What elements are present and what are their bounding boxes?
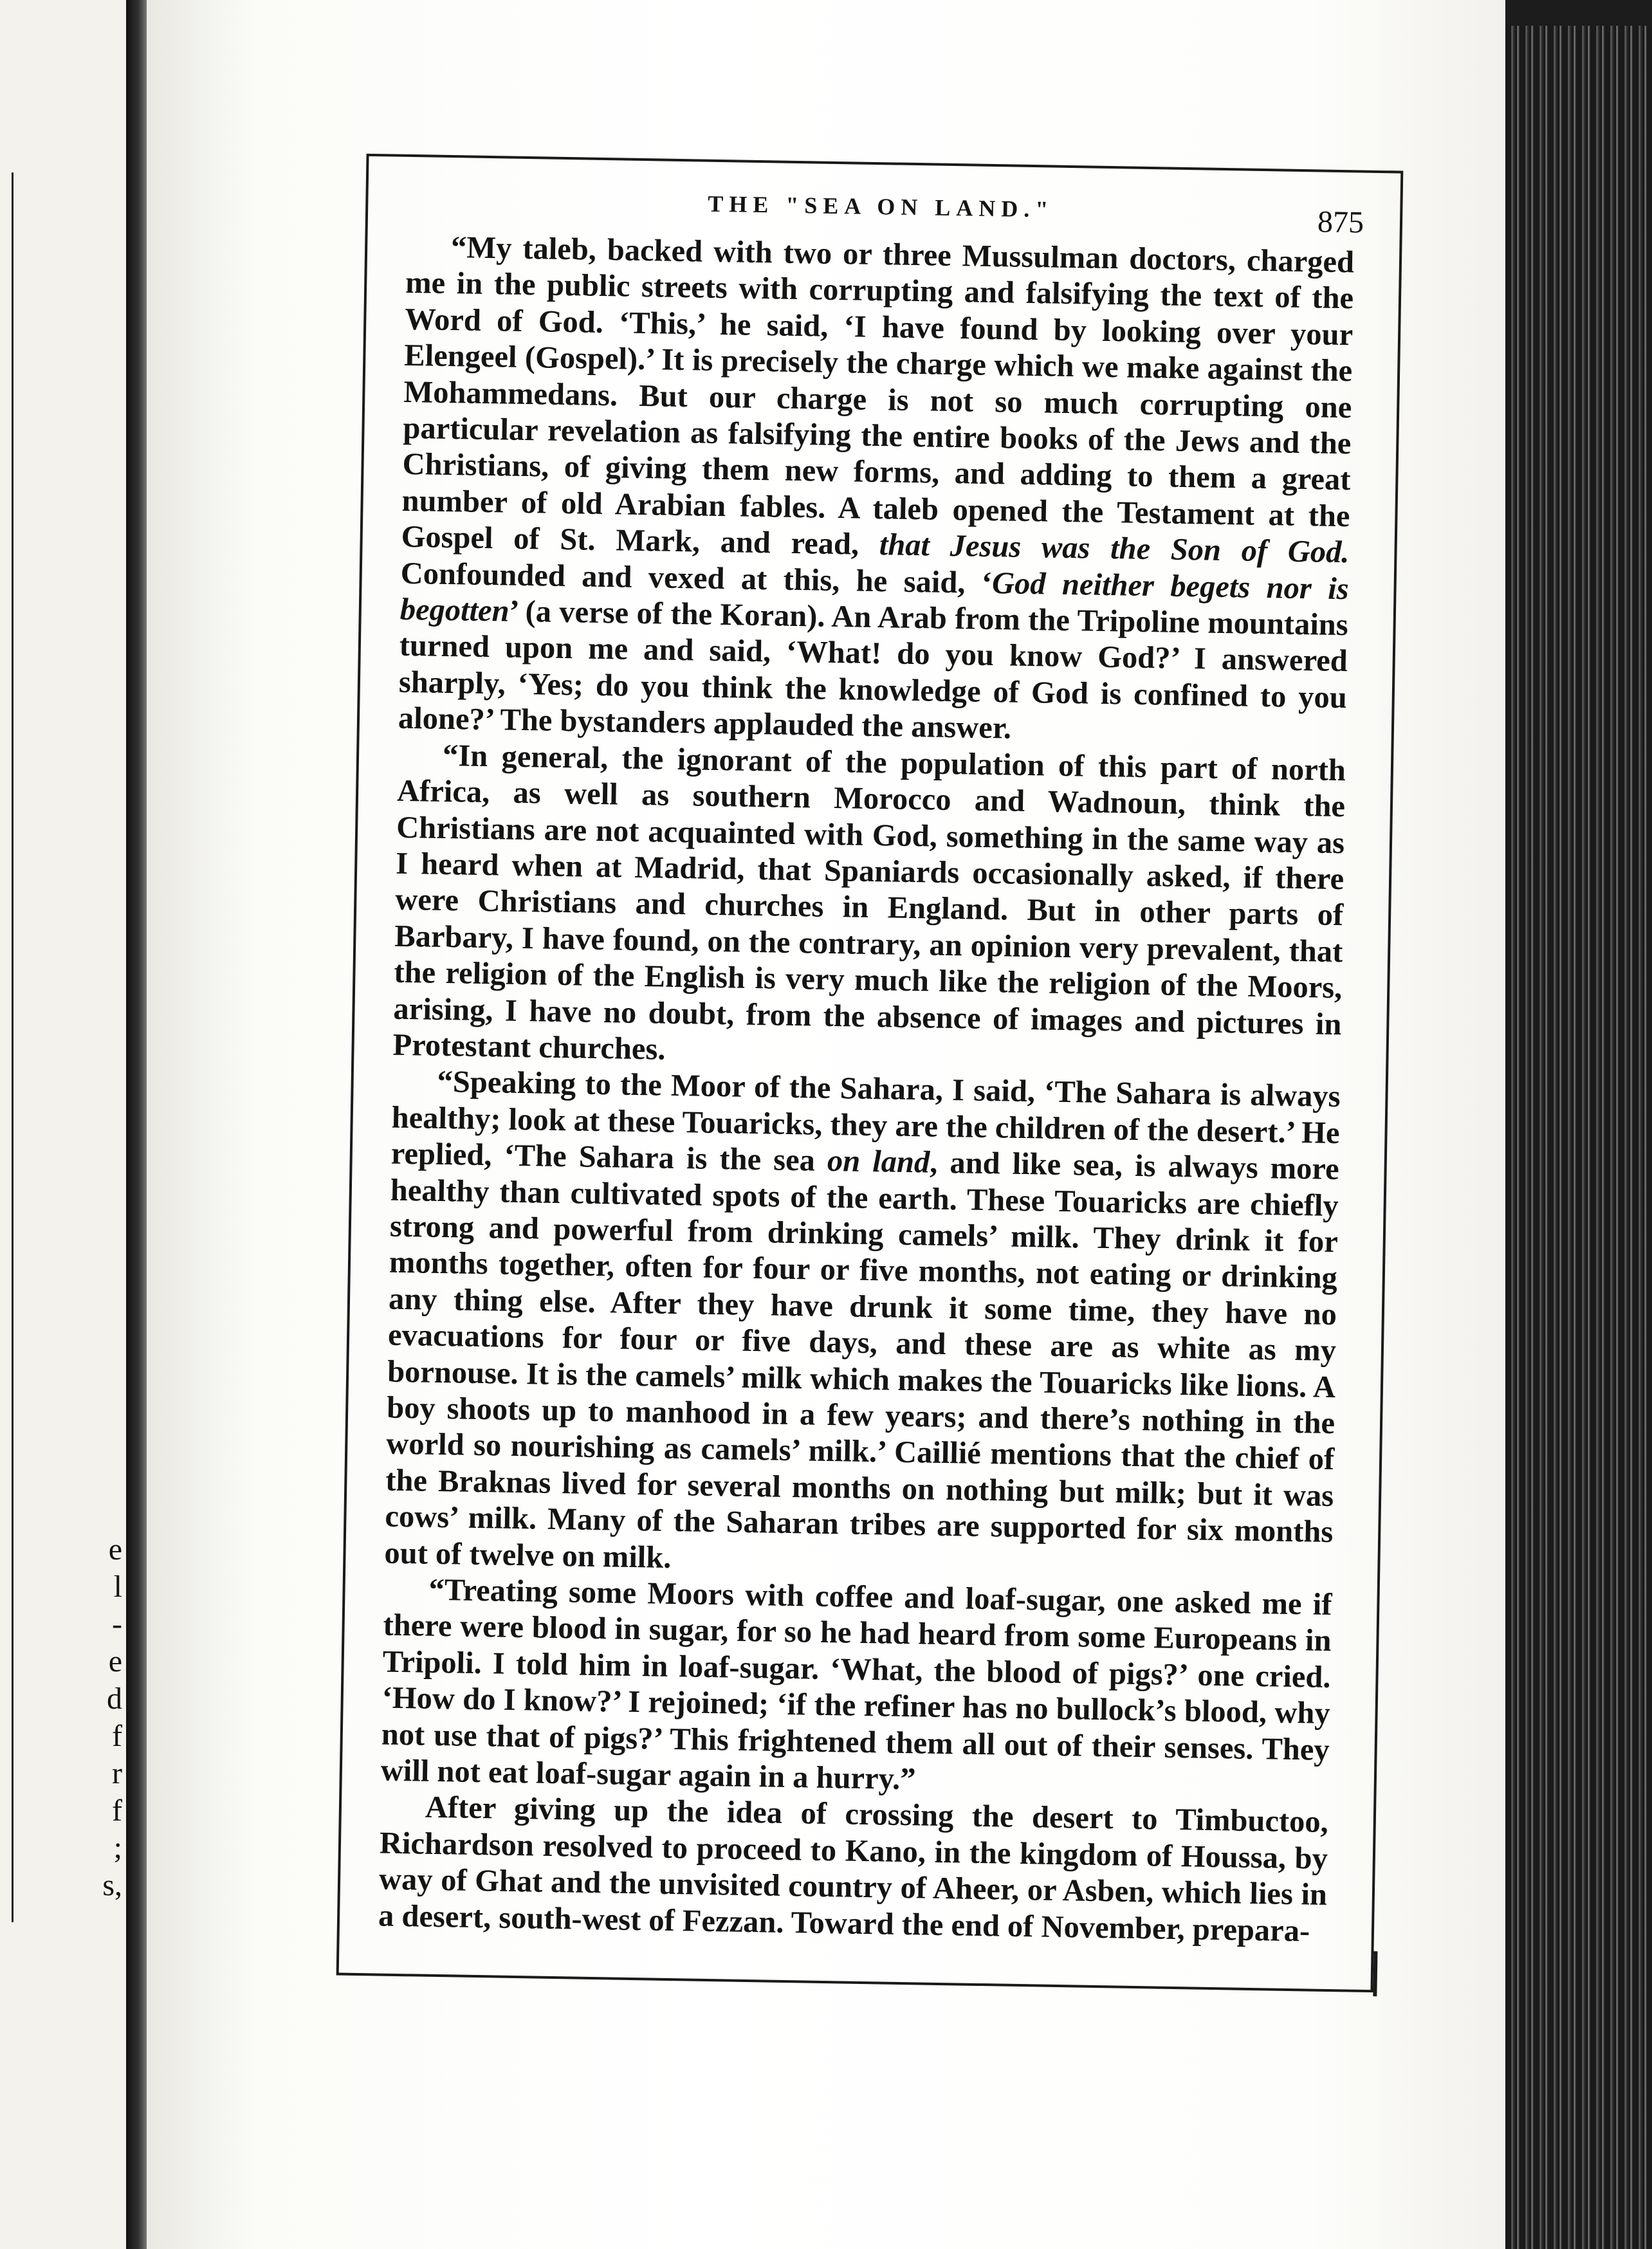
book-gutter — [126, 0, 147, 2249]
text-run: Confounded and vexed at this, he said, ‘ — [400, 556, 993, 600]
left-page-frame-edge — [0, 172, 14, 1922]
page-number: 875 — [1317, 205, 1364, 240]
left-fragment: f — [112, 1794, 122, 1828]
left-fragment: d — [107, 1682, 122, 1716]
left-fragment: - — [112, 1607, 122, 1641]
paragraph-taleb — [398, 229, 1355, 753]
text-run: “My taleb, backed with two or three Mussulman doctors, charged me in the public streets with corrupting and falsifying the text of the Word of God. ‘This,’ he said, ‘I have found by looking over your Elengeel (Gospel).’ It is precisely the charge which we make against the Mohammedans. But our charge is not so much corrupting one particular revelation as falsifying the entire books of the Jews and the Christians, of giving them new forms, and adding to them a great number of old Arabian fables. A taleb opened the Testament at the Gospel of St. Mark, and read, — [401, 230, 1355, 562]
left-fragment: l — [113, 1570, 122, 1604]
left-page-cut-off-text — [96, 1531, 122, 1904]
left-fragment: ; — [113, 1831, 122, 1865]
text-run: “Treating some Moors with coffee and loaf-sugar, one asked me if there were blood in sugar, for so he had heard from some Europeans in Tripoli. I told him in loaf-sugar. ‘What, the blood of pigs?’ one cried. ‘How do I know?’ I rejoined; ‘if the refiner has no bullock’s blood, why not use that of pigs?’ This frightened them all out of their senses. They will not eat loaf-sugar again in a hurry.” — [380, 1572, 1332, 1797]
left-fragment: e — [108, 1532, 122, 1566]
text-run: “Speaking to the Moor of the Sahara, I said, ‘The Sahara is always healthy; look at these Touaricks, they are the children of the desert.’ He replied, ‘The Sahara is the sea — [390, 1065, 1341, 1179]
left-facing-page — [0, 0, 126, 2249]
paragraph-richardson — [378, 1789, 1329, 1950]
italic-run: that Jesus was the Son of God. — [879, 528, 1350, 570]
left-fragment: s, — [102, 1868, 122, 1902]
page-text-frame — [336, 154, 1404, 1992]
italic-run: God neither begets nor is begotten — [399, 565, 1350, 629]
text-run: After giving up the idea of crossing the desert to Timbuctoo, Richardson resolved to proceed to Kano, in the kingdom of Houssa, by way of Ghat and the unvisited country of Aheer, or Asben, which lies in a desert, south-west of Fezzan. Toward the end of November, prepara- — [378, 1790, 1329, 1949]
text-run: ’ (a verse of the Koran). An Arab from the Tripoline mountains turned upon me and said, ‘What! do you know God?’ I answered sharply, ‘Yes; do you think the knowledge of God is confined to you alone?’ The bystanders applauded the answer. — [398, 594, 1349, 746]
paragraph-general — [392, 737, 1346, 1079]
text-run: , and like sea, is always more healthy than cultivated spots of the earth. These Touaricks are chiefly strong and powerful from drinking camels’ milk. They drink it for months together, often for four or five months, not eating or drinking any thing else. After they have drunk it some time, they have no evacuations for four or five days, and these are as white as my bornouse. It is the camels’ milk which makes the Touaricks like lions. A boy shoots up to manhood in a few years; and there’s nothing in the world so nourishing as camels’ milk.’ Caillié mentions that the chief of the Braknas lived for several months on nothing but milk; but it was cows’ milk. Many of the Saharan tribes are supported for six months out of twelve on milk. — [384, 1145, 1340, 1575]
page-content — [378, 175, 1364, 1950]
right-page — [147, 0, 1517, 2249]
italic-run: on land — [827, 1144, 930, 1180]
left-fragment: f — [112, 1719, 122, 1753]
body-text — [378, 229, 1355, 1950]
book-page-edges — [1505, 26, 1652, 2249]
header-title: THE "SEA ON LAND." — [708, 190, 1054, 223]
left-fragment: r — [112, 1756, 122, 1790]
paragraph-sahara — [384, 1063, 1341, 1587]
left-fragment: e — [108, 1644, 122, 1678]
paragraph-loaf-sugar — [380, 1572, 1332, 1805]
text-run: “In general, the ignorant of the population of this part of north Africa, as well as southern Morocco and Wadnoun, think the Christians are not acquainted with God, something in the same way as I heard when at Madrid, that Spaniards occasionally asked, if there were Christians and churches in England. But in other parts of Barbary, I have found, on the contrary, an opinion very prevalent, that the religion of the English is very much like the religion of the Moors, arising, I have no doubt, from the absence of images and pictures in Protestant churches. — [392, 738, 1346, 1067]
